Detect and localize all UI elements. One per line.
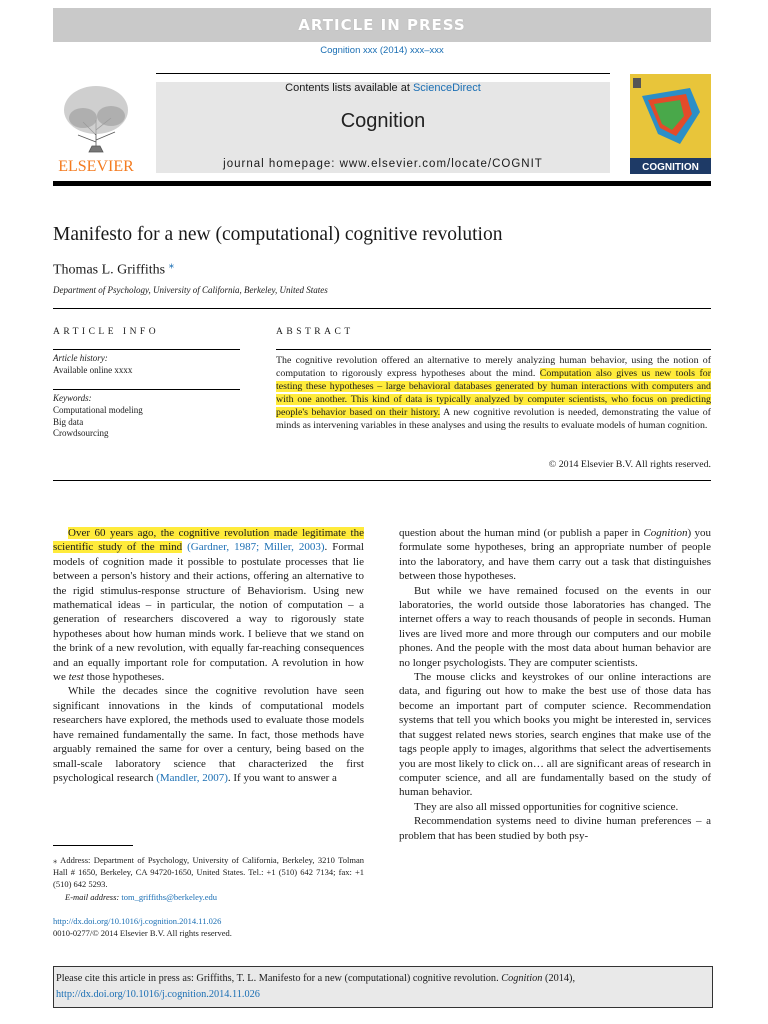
journal-name[interactable]: Cognition	[340, 110, 426, 132]
intro-highlight[interactable]: Over 60 years ago, the cognitive revolution made legitimate the scientific study of the mind	[53, 527, 364, 554]
abstract-separator	[53, 480, 711, 481]
email-link[interactable]: tom_griffiths@berkeley.edu	[121, 891, 217, 902]
doi-link[interactable]: http://dx.doi.org/10.1016/j.cognition.2014.11.026	[53, 916, 222, 926]
author-footnote	[53, 854, 364, 903]
keyword-item: Big data	[53, 416, 84, 427]
header-separator	[53, 308, 711, 309]
masthead-top-rule	[156, 73, 610, 74]
body-column-right	[399, 526, 711, 843]
elsevier-tree-icon	[53, 80, 139, 176]
journal-homepage[interactable]: journal homepage: www.elsevier.com/locate/COGNIT	[223, 158, 543, 170]
keyword-item: Computational modeling	[53, 405, 143, 415]
article-title: Manifesto for a new (computational) cognitive revolution	[53, 224, 503, 245]
body-paragraph: Over 60 years ago, the cognitive revolution made legitimate the scientific study of the mind (Gardner, 1987; Miller, 2003). Formal models of cognition made it possible to postulate processes that lie between a person's history and their actions, offering an alternative to the rigid stimulus-response structure of Behaviorism. Using new mathematical ideas – in particular, the notion of computation – a generation of researchers discovered a way to rigorously state hypotheses about how human minds work. I believe that we stand on the brink of a new revolution, with equally far-reaching consequences and an equally important role for computation. A revolution in how we test those hypotheses.	[53, 527, 364, 684]
author-affiliation: Department of Psychology, University of California, Berkeley, United States	[53, 285, 328, 295]
issn-line: 0010-0277/© 2014 Elsevier B.V. All rights reserved.	[53, 928, 232, 938]
abstract-text: The cognitive revolution offered an alternative to merely analyzing human behavior, using the notion of computation to rigorously express hypotheses about the mind. Computation also gives us new tools for testing these hypotheses – large behavioral databases generated by human interactions with computers and with one another. This kind of data is typically analyzed by computer scientists, who focus on predicting people's behavior based on their history. A new cognitive revolution is needed, demonstrating the value of minds as intervening variables in these analyses and using the results to evaluate models of human cognition.	[276, 355, 711, 431]
body-paragraph: But while we have remained focused on the events in our laboratories, the world outside those laboratories has changed. The internet offers a way to reach thousands of people in seconds. Human lives are lived more and more through our computers and our mobile phones. And the people with the most data about human behavior are no longer psychologists. They are computer scientists.	[399, 584, 711, 669]
email-label: E-mail address:	[65, 891, 120, 902]
article-info-heading: ARTICLE INFO	[53, 327, 160, 337]
article-info-rule	[53, 349, 240, 350]
cite-this-article-box: Please cite this article in press as: Griffiths, T. L. Manifesto for a new (computational) cognitive revolution. Cognition (2014), http://dx.doi.org/10.1016/j.cognition.2014.11.026	[53, 966, 713, 1008]
author-footnote-mark[interactable]: ⁎	[168, 259, 175, 271]
footnote-rule	[53, 845, 133, 846]
body-paragraph: They are also all missed opportunities for cognitive science.	[414, 800, 679, 813]
reference-link[interactable]: (Mandler, 2007)	[156, 771, 228, 784]
cognition-cover-icon	[630, 74, 711, 174]
abstract-rule	[276, 349, 711, 350]
footnote-address: ⁎ Address: Department of Psychology, University of California, Berkeley, 3210 Tolman Hall # 1650, Berkeley, CA 94720-1650, United States. Tel.: +1 (510) 642 7134; fax: +1 (510) 642 5293.	[53, 855, 364, 890]
keywords-list	[53, 405, 143, 440]
masthead-bottom-rule	[53, 181, 711, 186]
abstract-heading: ABSTRACT	[276, 327, 354, 337]
elsevier-logo[interactable]	[53, 80, 139, 176]
keyword-item: Crowdsourcing	[53, 428, 109, 438]
history-value: Available online xxxx	[53, 365, 133, 375]
contents-line: Contents lists available at ScienceDirect	[285, 82, 481, 94]
body-column-left	[53, 526, 364, 785]
cite-doi-link[interactable]: http://dx.doi.org/10.1016/j.cognition.2014.11.026	[56, 988, 260, 1000]
journal-cover-image[interactable]	[630, 74, 711, 174]
abstract-highlight[interactable]: Computation also gives us new tools for testing these hypotheses – large behavioral databases generated by human interactions with computers and with one another. This kind of data is typically analyzed by computer scientists, who focus on predicting people's behavior based on their history.	[276, 368, 711, 418]
history-label: Article history:	[53, 353, 108, 363]
body-paragraph-continued: question about the human mind (or publish a paper in Cognition) you formulate some hypotheses, bring an appropriate number of people into the laboratory, and have them carry out a task that distinguishes between those hypotheses.	[399, 527, 711, 583]
body-paragraph: The mouse clicks and keystrokes of our online interactions are data, and figuring out how to make the best use of those data has become an important part of computer science. Recommendation systems that tell you which books you might be interested in, services that suggest related news stories, search engines that make use of the tags people apply to images, algorithms that select the advertisements you are most likely to click on… all are significant areas of research in computer science, and all are fundamentally based on the study of human behavior.	[399, 671, 711, 799]
svg-text:ELSEVIER: ELSEVIER	[58, 158, 134, 175]
article-in-press-banner: ARTICLE IN PRESS	[53, 8, 711, 42]
reference-link[interactable]: (Gardner, 1987; Miller, 2003)	[187, 541, 325, 554]
svg-text:COGNITION: COGNITION	[642, 162, 699, 173]
abstract-copyright: © 2014 Elsevier B.V. All rights reserved.	[548, 459, 711, 470]
body-paragraph: Recommendation systems need to divine human preferences – a problem that has been studied by both psy-	[399, 815, 711, 842]
journal-citation-line[interactable]: Cognition xxx (2014) xxx–xxx	[320, 45, 444, 56]
keywords-label: Keywords:	[53, 393, 92, 403]
body-paragraph: While the decades since the cognitive revolution have seen significant innovations in the kinds of computational models researchers have explored, the methods used to evaluate those models have remained fundamentally the same. In fact, those methods have arguably remained the same for over a century, being based on the small-scale laboratory science that characterized the first psychological research (Mandler, 2007). If you want to answer a	[53, 685, 364, 784]
author-name[interactable]: Thomas L. Griffiths	[53, 262, 166, 278]
sciencedirect-link[interactable]: ScienceDirect	[412, 82, 481, 94]
keywords-rule	[53, 389, 240, 390]
author-line	[53, 258, 174, 279]
